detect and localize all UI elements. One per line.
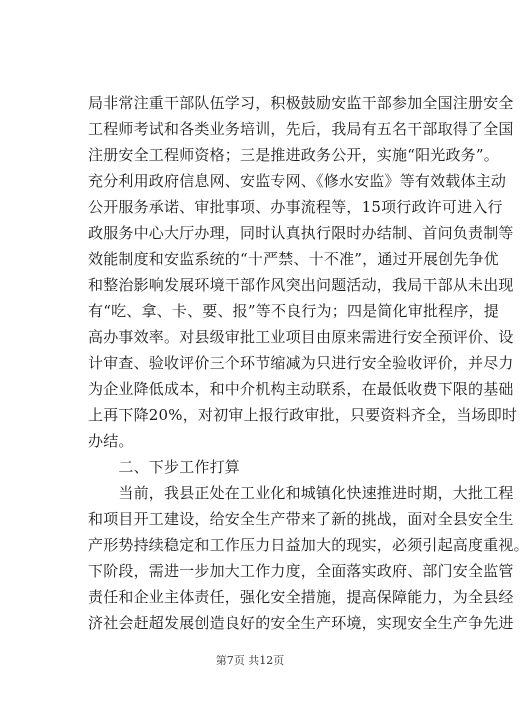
body-line: 效能制度和安监系统的“十严禁、十不准”，通过开展创先争优: [88, 250, 499, 268]
body-line: 济社会赶超发展创造良好的安全生产环境，实现安全生产争先进: [88, 614, 514, 632]
body-line: 充分利用政府信息网、安监专网、《修水安监》等有效载体主动: [88, 172, 507, 190]
body-line: 为企业降低成本，和中介机构主动联系，在最低收费下限的基础: [88, 380, 514, 398]
body-line: 政服务中心大厅办理，同时认真执行限时办结制、首问负责制等: [88, 224, 514, 242]
body-line: 和整治影响发展环境干部作风突出问题活动，我局干部从未出现: [88, 276, 514, 294]
body-line: 上再下降20%，对初审上报行政审批，只要资料齐全，当场即时: [88, 406, 518, 424]
body-line: 注册安全工程师资格；三是推进政务公开，实施“阳光政务”。: [88, 146, 499, 164]
body-line: 和项目开工建设，给安全生产带来了新的挑战，面对全县安全生: [88, 510, 514, 528]
body-line: 有“吃、拿、卡、要、报”等不良行为；四是简化审批程序，提: [88, 302, 499, 320]
body-line: 高办事效率。对县级审批工业项目由原来需进行安全预评价、设: [88, 328, 514, 346]
page-footer: 第7页 共12页: [215, 654, 285, 667]
body-line: 下阶段，需进一步加大工作力度，全面落实政府、部门安全监管: [88, 562, 514, 580]
body-line: 责任和企业主体责任，强化安全措施，提高保障能力，为全县经: [88, 588, 514, 606]
body-line: 当前，我县正处在工业化和城镇化快速推进时期，大批工程: [88, 484, 514, 502]
body-line: 产形势持续稳定和工作压力日益加大的现实，必须引起高度重视。: [88, 536, 529, 554]
body-line: 公开服务承诺、审批事项、办事流程等，15项行政许可进入行: [88, 198, 503, 216]
body-line: 工程师考试和各类业务培训，先后，我局有五名干部取得了全国: [88, 120, 514, 138]
body-line: 办结。: [88, 432, 134, 450]
body-line: 计审查、验收评价三个环节缩减为只进行安全验收评价，并尽力: [88, 354, 514, 372]
section-heading: 二、下步工作打算: [88, 458, 241, 476]
body-line: 局非常注重干部队伍学习，积极鼓励安监干部参加全国注册安全: [88, 94, 514, 112]
